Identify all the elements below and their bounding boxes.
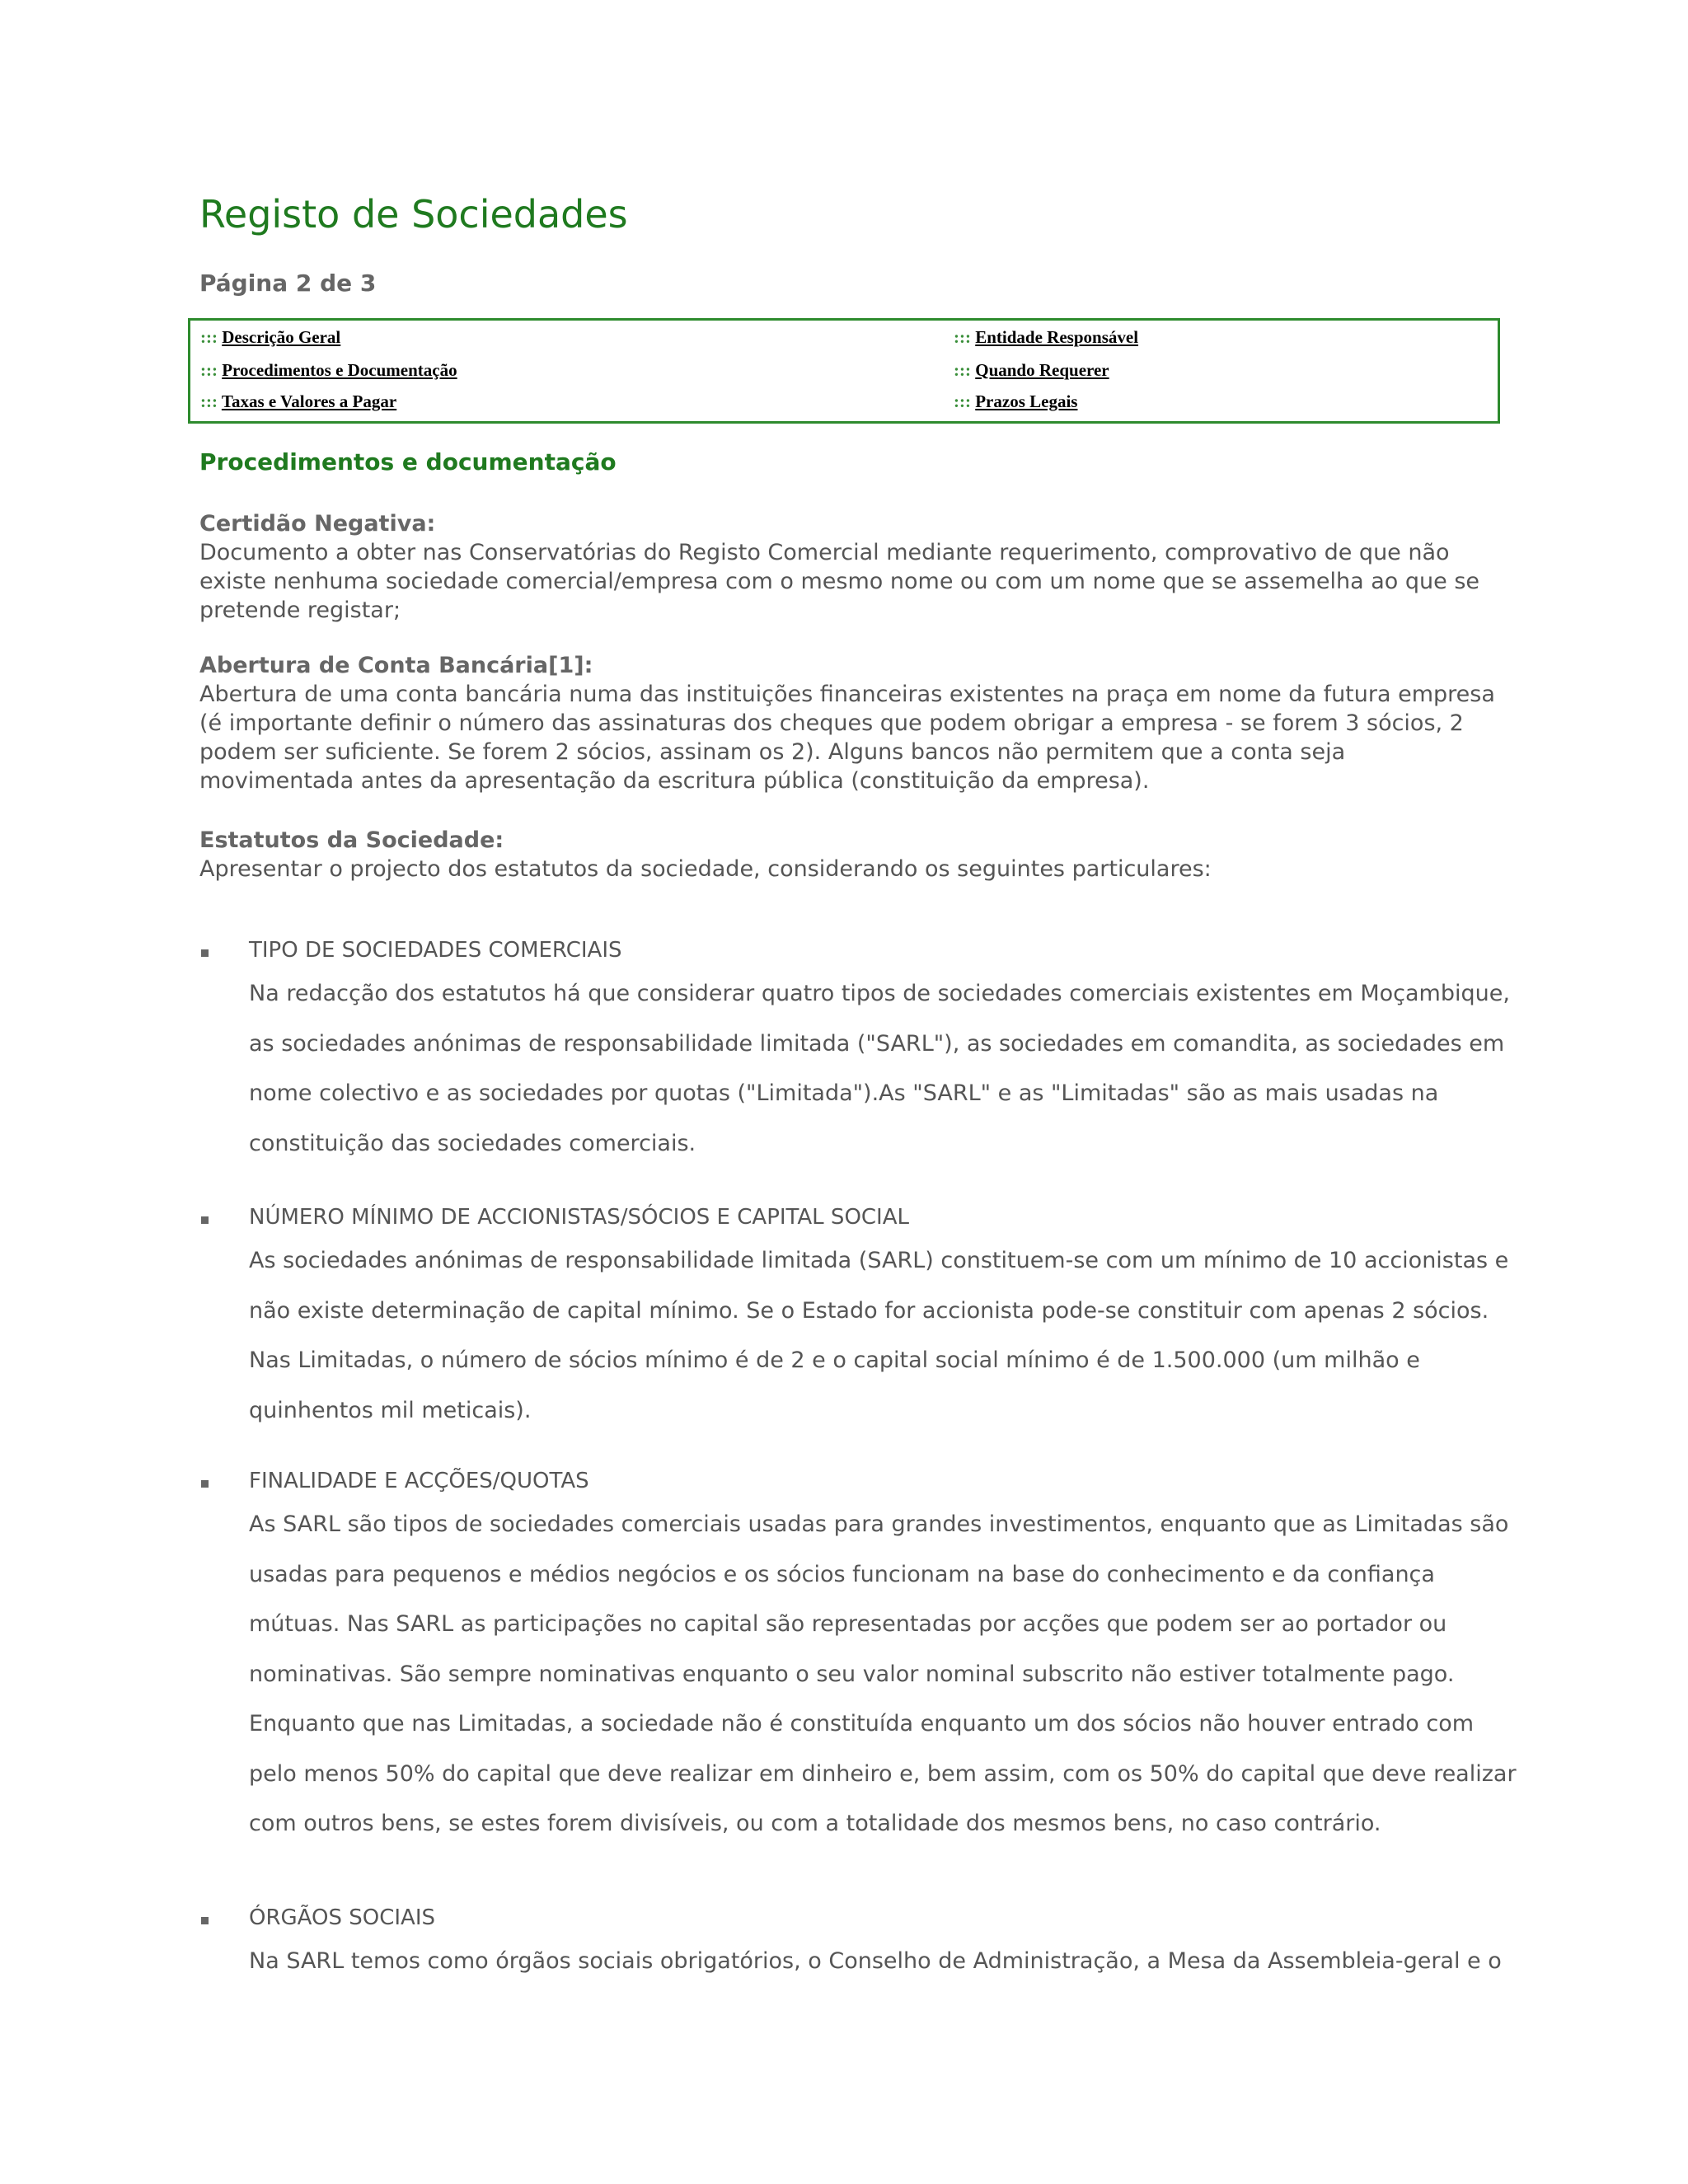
nav-link[interactable]: Entidade Responsável	[975, 327, 1139, 347]
nav-link[interactable]: Procedimentos e Documentação	[222, 360, 457, 380]
nav-separator: :::	[200, 391, 222, 411]
list-item-title: ÓRGÃOS SOCIAIS	[249, 1905, 435, 1930]
page-title: Registo de Sociedades	[199, 192, 628, 237]
square-bullet-icon	[201, 1917, 209, 1924]
nav-link[interactable]: Prazos Legais	[975, 391, 1078, 411]
nav-link[interactable]: Descrição Geral	[222, 327, 341, 347]
nav-item-descricao-geral[interactable]	[200, 327, 340, 348]
block-heading: Abertura de Conta Bancária[1]:	[199, 653, 593, 678]
square-bullet-icon	[201, 1216, 209, 1224]
navigation-box	[188, 318, 1500, 424]
nav-item-taxas[interactable]	[200, 391, 396, 412]
list-item-title: TIPO DE SOCIEDADES COMERCIAIS	[249, 938, 622, 963]
nav-item-quando-requerer[interactable]	[954, 360, 1109, 381]
content-block-certidao	[199, 509, 1502, 625]
list-item-title: FINALIDADE E ACÇÕES/QUOTAS	[249, 1469, 589, 1493]
page-indicator: Página 2 de 3	[199, 269, 377, 297]
list-item-text: Na SARL temos como órgãos sociais obrigatórios, o Conselho de Administração, a Mesa da Assembleia-geral e o	[249, 1948, 1502, 1974]
nav-separator: :::	[954, 391, 976, 411]
nav-separator: :::	[200, 360, 223, 380]
nav-separator: :::	[954, 327, 976, 347]
block-text: Documento a obter nas Conservatórias do Registo Comercial mediante requerimento, comprovativo de que não existe nenhuma sociedade comercial/empresa com o mesmo nome ou com um nome que se assemelha ao que se pretende registar;	[199, 540, 1480, 623]
nav-item-entidade-responsavel[interactable]	[954, 327, 1138, 348]
square-bullet-icon	[201, 949, 209, 957]
nav-link[interactable]: Taxas e Valores a Pagar	[221, 391, 397, 411]
list-item-text: Na redacção dos estatutos há que considerar quatro tipos de sociedades comerciais existentes em Moçambique, as sociedades anónimas de responsabilidade limitada ("SARL"), as sociedades em comandita, as sociedades em nome colectivo e as sociedades por quotas ("Limitada").As "SARL" e as "Limitadas" são as mais usadas na constituição das sociedades comerciais.	[249, 981, 1510, 1156]
nav-item-procedimentos[interactable]	[200, 360, 457, 381]
block-heading: Estatutos da Sociedade:	[199, 827, 504, 853]
block-text: Abertura de uma conta bancária numa das instituições financeiras existentes na praça em nome da futura empresa (é importante definir o número das assinaturas dos cheques que podem obrigar a empresa - se forem 3 sócios, 2 podem ser suficiente. Se forem 2 sócios, assinam os 2). Alguns bancos não permitem que a conta seja movimentada antes da apresentação da escritura pública (constituição da empresa).	[199, 682, 1495, 794]
block-text: Apresentar o projecto dos estatutos da sociedade, considerando os seguintes particulares:	[199, 856, 1212, 882]
section-title: Procedimentos e documentação	[199, 448, 617, 476]
list-item-text: As SARL são tipos de sociedades comerciais usadas para grandes investimentos, enquanto que as Limitadas são usadas para pequenos e médios negócios e os sócios funcionam na base do conhecimento e da confiança mútuas. Nas SARL as participações no capital são representadas por acções que podem ser ao portador ou nominativas. São sempre nominativas enquanto o seu valor nominal subscrito não estiver totalmente pago. Enquanto que nas Limitadas, a sociedade não é constituída enquanto um dos sócios não houver entrado com pelo menos 50% do capital que deve realizar em dinheiro e, bem assim, com os 50% do capital que deve realizar com outros bens, se estes forem divisíveis, ou com a totalidade dos mesmos bens, no caso contrário.	[249, 1511, 1517, 1836]
square-bullet-icon	[201, 1480, 209, 1488]
nav-item-prazos-legais[interactable]	[954, 391, 1077, 412]
nav-separator: :::	[954, 360, 976, 380]
content-block-conta-bancaria	[199, 651, 1502, 795]
list-item-title: NÚMERO MÍNIMO DE ACCIONISTAS/SÓCIOS E CAPITAL SOCIAL	[249, 1205, 909, 1230]
list-item-text: As sociedades anónimas de responsabilidade limitada (SARL) constituem-se com um mínimo de 10 accionistas e não existe determinação de capital mínimo. Se o Estado for accionista pode-se constituir com apenas 2 sócios. Nas Limitadas, o número de sócios mínimo é de 2 e o capital social mínimo é de 1.500.000 (um milhão e quinhentos mil meticais).	[249, 1248, 1509, 1423]
block-heading: Certidão Negativa:	[199, 511, 436, 537]
nav-separator: :::	[200, 327, 223, 347]
nav-link[interactable]: Quando Requerer	[975, 360, 1109, 380]
content-block-estatutos	[199, 826, 1502, 883]
